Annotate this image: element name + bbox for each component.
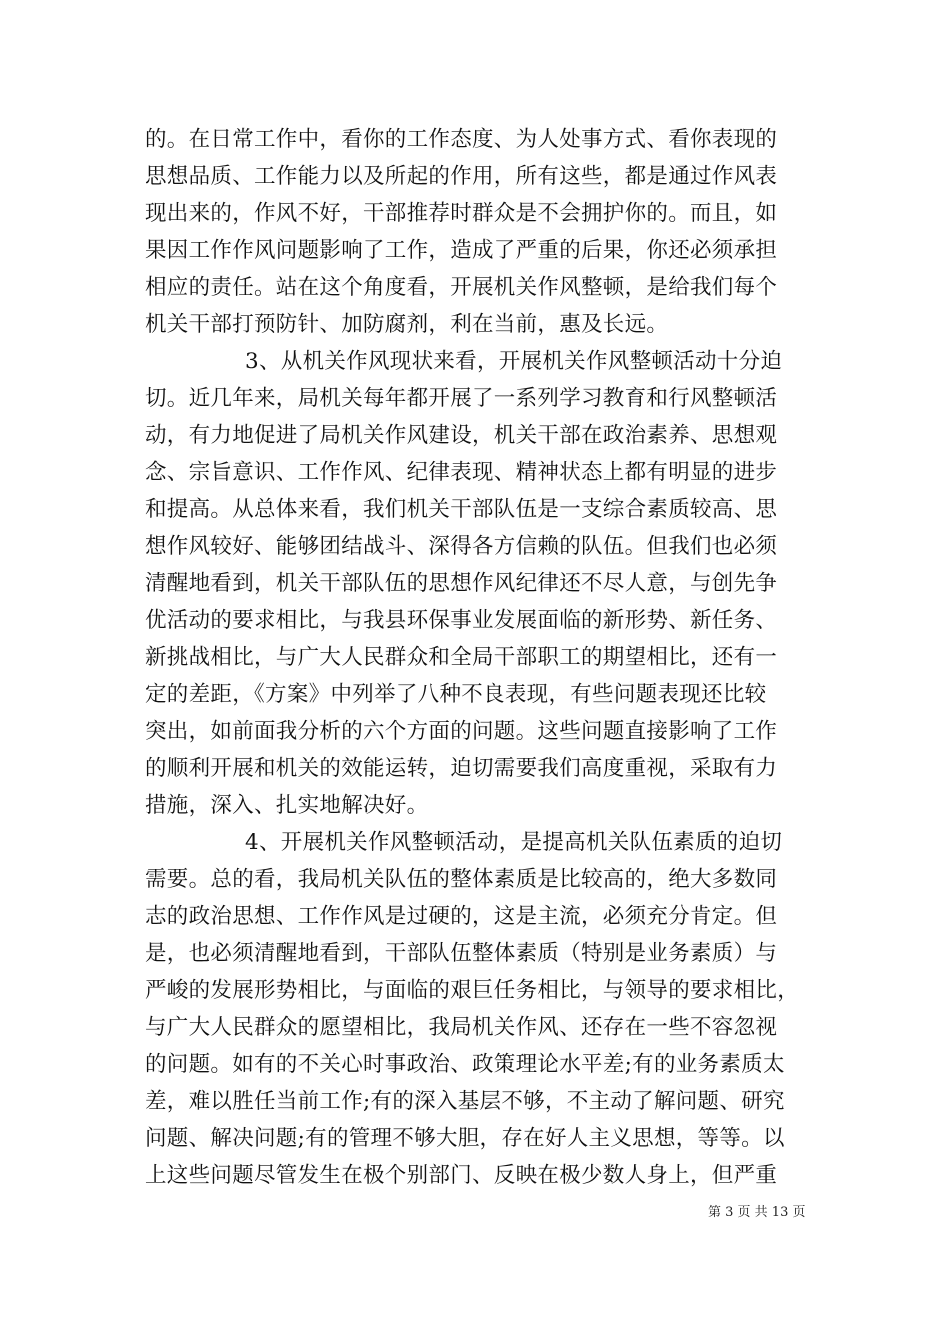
text-line: 差，难以胜任当前工作;有的深入基层不够，不主动了解问题、研究 xyxy=(145,1089,785,1114)
text-line: 切。近几年来，局机关每年都开展了一系列学习教育和行风整顿活 xyxy=(145,386,778,411)
paragraph-3-first-line: 3、从机关作风现状来看，开展机关作风整顿活动十分迫 xyxy=(245,349,783,374)
text-line: 的顺利开展和机关的效能运转，迫切需要我们高度重视，采取有力 xyxy=(145,756,778,781)
text-line: 志的政治思想、工作作风是过硬的，这是主流，必须充分肯定。但 xyxy=(145,904,778,929)
text-line: 上这些问题尽管发生在极个别部门、反映在极少数人身上，但严重 xyxy=(145,1163,778,1188)
text-line: 果因工作作风问题影响了工作，造成了严重的后果，你还必须承担 xyxy=(145,238,778,263)
text-line: 问题、解决问题;有的管理不够大胆，存在好人主义思想，等等。以 xyxy=(145,1126,785,1151)
text-line: 严峻的发展形势相比，与面临的艰巨任务相比，与领导的要求相比， xyxy=(145,978,800,1003)
text-line: 现出来的，作风不好，干部推荐时群众是不会拥护你的。而且，如 xyxy=(145,201,778,226)
text-line: 与广大人民群众的愿望相比，我局机关作风、还存在一些不容忽视 xyxy=(145,1015,778,1040)
text-line: 突出，如前面我分析的六个方面的问题。这些问题直接影响了工作 xyxy=(145,719,778,744)
text-line: 新挑战相比，与广大人民群众和全局干部职工的期望相比，还有一 xyxy=(145,645,778,670)
text-line: 的问题。如有的不关心时事政治、政策理论水平差;有的业务素质太 xyxy=(145,1052,785,1077)
text-line: 优活动的要求相比，与我县环保事业发展面临的新形势、新任务、 xyxy=(145,608,778,633)
paragraph-4-first-line: 4、开展机关作风整顿活动，是提高机关队伍素质的迫切 xyxy=(245,830,783,855)
text-line: 相应的责任。站在这个角度看，开展机关作风整顿，是给我们每个 xyxy=(145,275,778,300)
text-line: 措施，深入、扎实地解决好。 xyxy=(145,793,429,818)
text-line: 动，有力地促进了局机关作风建设，机关干部在政治素养、思想观 xyxy=(145,423,778,448)
text-line: 想作风较好、能够团结战斗、深得各方信赖的队伍。但我们也必须 xyxy=(145,534,778,559)
page-number-footer: 第 3 页 共 13 页 xyxy=(708,1205,806,1220)
text-line: 是，也必须清醒地看到，干部队伍整体素质（特别是业务素质）与 xyxy=(145,941,778,966)
text-line: 思想品质、工作能力以及所起的作用，所有这些，都是通过作风表 xyxy=(145,164,778,189)
text-line: 和提高。从总体来看，我们机关干部队伍是一支综合素质较高、思 xyxy=(145,497,778,522)
text-line: 定的差距，《方案》中列举了八种不良表现，有些问题表现还比较 xyxy=(145,682,767,707)
text-line: 的。在日常工作中，看你的工作态度、为人处事方式、看你表现的 xyxy=(145,127,778,152)
text-line: 清醒地看到，机关干部队伍的思想作风纪律还不尽人意，与创先争 xyxy=(145,571,778,596)
text-line: 机关干部打预防针、加防腐剂，利在当前，惠及长远。 xyxy=(145,312,669,337)
text-line: 需要。总的看，我局机关队伍的整体素质是比较高的，绝大多数同 xyxy=(145,867,778,892)
text-line: 念、宗旨意识、工作作风、纪律表现、精神状态上都有明显的进步 xyxy=(145,460,778,485)
